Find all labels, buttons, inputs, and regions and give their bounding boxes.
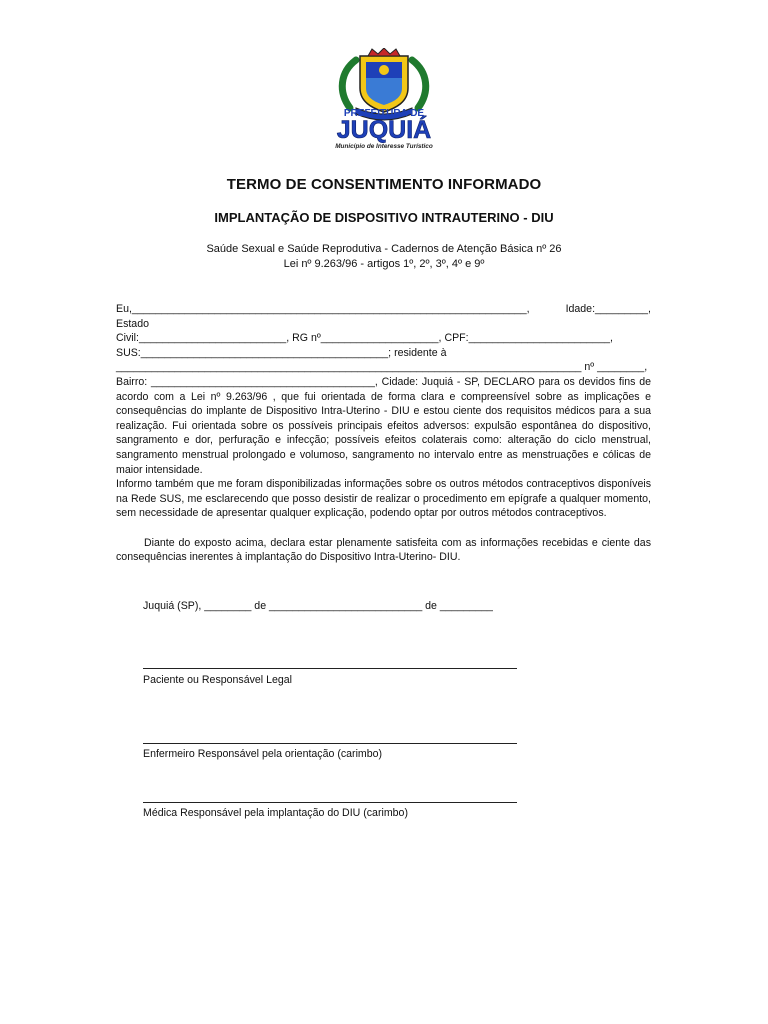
nurse-signature-line [143,743,517,744]
form-line-sus: SUS:__________________________________________; residente à [116,346,447,359]
form-line-civil-status: Civil:_________________________, RG nº____________________, CPF:________________________, [116,332,613,345]
patient-signature-label: Paciente ou Responsável Legal [143,674,293,686]
date-line: Juquiá (SP), ________ de __________________________ de _________ [143,600,493,612]
consent-body [116,302,651,565]
logo-main-text: JUQUIÁ [336,116,432,144]
patient-signature-line [143,668,517,669]
conclusion-paragraph: Diante do exposto acima, declara estar plenamente satisfeita com as informações recebidas e ciente das consequências inerentes à implantação do Dispositivo Intra-Uterino- DIU. [116,536,651,564]
doctor-signature-line [143,802,517,803]
municipality-logo [298,48,470,152]
form-line-name: Eu,___________________________________________________________________, Idade:_________, Estado [116,303,651,330]
information-paragraph: Informo também que me foram disponibilizadas informações sobre os outros métodos contraceptivos disponíveis na Rede SUS, me esclarecendo que posso desistir de realizar o procedimento em epígrafe a qualquer momento, sem necessidade de apresentar qualquer explicação, podendo optar por outros métodos contraceptivos. [116,478,651,520]
reference-line-2: Lei nº 9.263/96 - artigos 1º, 2º, 3º, 4º e 9º [283,258,485,270]
nurse-signature-label: Enfermeiro Responsável pela orientação (carimbo) [143,748,383,760]
document-subtitle: IMPLANTAÇÃO DE DISPOSITIVO INTRAUTERINO - DIU [214,210,554,225]
reference-line-1: Saúde Sexual e Saúde Reprodutiva - Cadernos de Atenção Básica nº 26 [206,243,562,255]
coat-of-arms-icon [298,48,470,152]
logo-top-text: PREFEITURA DE [343,108,425,119]
doctor-signature-label: Médica Responsável pela implantação do DIU (carimbo) [143,807,408,819]
document-title: TERMO DE CONSENTIMENTO INFORMADO [226,176,542,193]
declaration-paragraph: Bairro: ______________________________________, Cidade: Juquiá - SP, DECLARO para os devidos fins de acordo com a Lei nº 9.263/96 , que fui orientada de forma clara e compreensível sobre as implicações e consequências do implante de Dispositivo Intra-Uterino - DIU e estou ciente dos requisitos médicos para a sua realização. Fui orientada sobre os possíveis principais efeitos adversos: expulsão espontânea do dispositivo, sangramento e dor, perfuração e infecção; possíveis efeitos colaterais como: alteração do ciclo menstrual, sangramento menstrual prolongado e volumoso, sangramento no intervalo entre as menstruações e cólicas de maior intensidade. [116,375,651,476]
form-line-address: _______________________________________________________________________________ nº ________, [116,361,648,374]
logo-sub-text: Município de Interesse Turístico [335,143,433,150]
